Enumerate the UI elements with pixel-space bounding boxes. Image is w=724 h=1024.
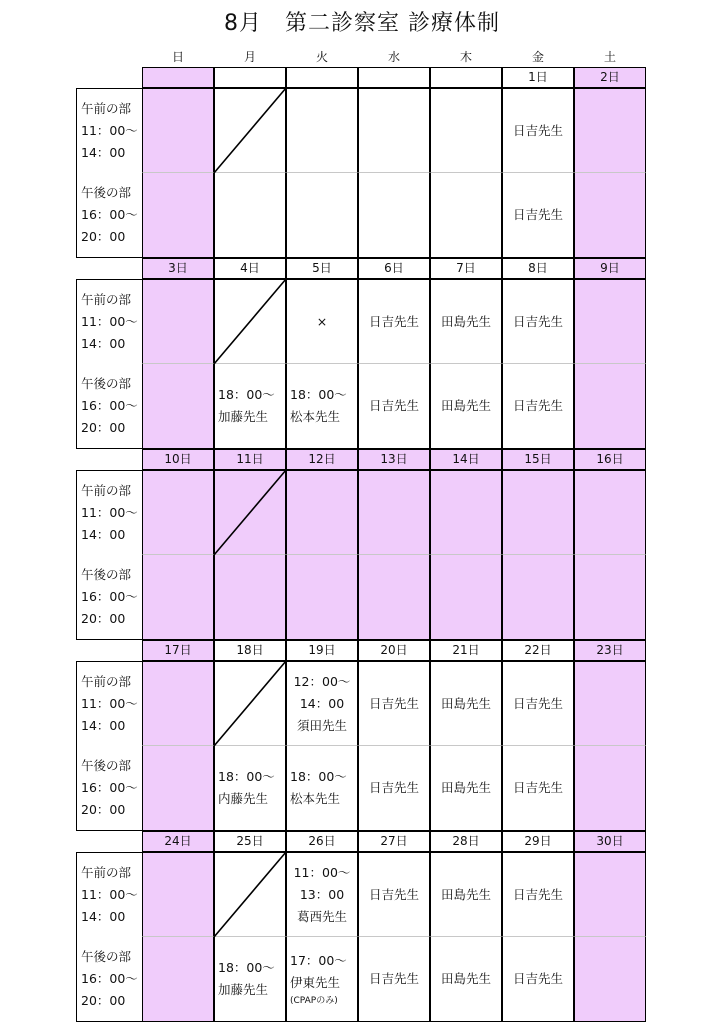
morning-slot [286,470,358,555]
weekday-3: 水 [387,50,400,64]
week-block [0,258,724,449]
session-label-line: 14：00 [81,718,126,733]
date-cell: 25日 [214,831,286,852]
morning-session-label [76,661,142,746]
slot-line: 葛西先生 [296,908,347,924]
morning-slot [502,852,574,937]
afternoon-slot [574,364,646,449]
slot-line: 加藤先生 [218,982,269,997]
morning-slot [502,661,574,746]
slot-line: 13：00 [299,886,345,902]
slot-line: 日吉先生 [368,971,419,986]
slot-line: 日吉先生 [368,313,419,329]
afternoon-slot [214,364,286,449]
slot-line: 田島先生 [440,398,491,413]
afternoon-slot [142,173,214,258]
weekday-5: 金 [531,50,544,64]
session-label-line: 午前の部 [81,292,132,307]
slot-line: 田島先生 [440,695,491,711]
afternoon-slot [502,364,574,449]
afternoon-session-label [76,364,142,449]
date-cell: 1日 [502,67,574,88]
date-cell: 18日 [214,640,286,661]
morning-slot [214,661,286,746]
morning-slot [142,661,214,746]
afternoon-slot [358,937,430,1022]
session-label-line: 14：00 [81,336,126,351]
afternoon-slot [502,937,574,1022]
afternoon-slot [358,173,430,258]
slot-line: 日吉先生 [512,886,563,902]
morning-slot [214,279,286,364]
date-cell: 7日 [430,258,502,279]
morning-slot [142,279,214,364]
afternoon-slot [286,173,358,258]
date-cell: 8日 [502,258,574,279]
afternoon-slot [142,746,214,831]
slot-line: 11：00～ [293,864,351,880]
afternoon-slot [430,173,502,258]
morning-slot [358,470,430,555]
morning-slot [574,852,646,937]
morning-slot [358,661,430,746]
afternoon-slot [214,173,286,258]
morning-slot [502,88,574,173]
afternoon-slot [574,173,646,258]
slot-line: 日吉先生 [368,886,419,902]
slot-line: 日吉先生 [512,122,563,138]
slot-line: 日吉先生 [512,695,563,711]
morning-slot [430,470,502,555]
session-label-line: 14：00 [81,527,126,542]
date-cell: 2日 [574,67,646,88]
morning-slot [358,88,430,173]
afternoon-slot [286,937,358,1022]
morning-slot [574,470,646,555]
date-cell: 16日 [574,449,646,470]
session-label-line: 16：00～ [81,780,138,795]
afternoon-slot [430,746,502,831]
session-label-line: 14：00 [81,909,126,924]
slot-line: 日吉先生 [512,313,563,329]
morning-slot [214,470,286,555]
session-label-line: 20：00 [81,993,126,1008]
afternoon-slot [286,364,358,449]
weekday-6: 土 [603,50,616,64]
slot-line: 伊東先生 [290,975,341,990]
date-cell: 6日 [358,258,430,279]
weekday-2: 火 [315,50,328,64]
slot-line: 須田先生 [296,717,347,733]
date-cell: 9日 [574,258,646,279]
slot-line: 17：00～ [290,953,347,968]
session-label-line: 16：00～ [81,971,138,986]
date-cell: 19日 [286,640,358,661]
morning-slot [286,852,358,937]
week-block [0,831,724,1022]
morning-slot [142,470,214,555]
date-cell: 26日 [286,831,358,852]
week-block [0,640,724,831]
slot-line: 18：00～ [290,387,347,402]
slot-line: 日吉先生 [368,398,419,413]
date-cell: 28日 [430,831,502,852]
morning-slot [430,661,502,746]
session-label-line: 11：00～ [81,696,138,711]
slot-line: 加藤先生 [218,409,269,424]
date-cell: 23日 [574,640,646,661]
date-cell: 4日 [214,258,286,279]
session-label-line: 11：00～ [81,314,138,329]
slot-note: (CPAPのみ) [290,996,338,1006]
afternoon-slot [358,364,430,449]
session-label-line: 午後の部 [81,567,132,582]
afternoon-session-label [76,937,142,1022]
session-label-line: 11：00～ [81,887,138,902]
session-label-line: 20：00 [81,420,126,435]
afternoon-slot [214,555,286,640]
date-cell [142,67,214,88]
morning-slot [574,279,646,364]
slot-line: 田島先生 [440,313,491,329]
morning-slot [286,88,358,173]
date-cell: 20日 [358,640,430,661]
morning-slot [142,852,214,937]
date-cell: 24日 [142,831,214,852]
slot-line: × [316,313,328,329]
session-label-line: 午後の部 [81,185,132,200]
session-label-line: 11：00～ [81,505,138,520]
date-cell: 14日 [430,449,502,470]
slot-line: 内藤先生 [218,791,269,806]
slot-line: 田島先生 [440,780,491,795]
morning-session-label [76,279,142,364]
slot-line: 18：00～ [218,769,275,784]
date-cell: 17日 [142,640,214,661]
date-cell: 29日 [502,831,574,852]
afternoon-session-label [76,173,142,258]
afternoon-slot [574,937,646,1022]
slot-line: 日吉先生 [368,780,419,795]
afternoon-session-label [76,555,142,640]
morning-session-label [76,88,142,173]
slot-line: 18：00～ [218,960,275,975]
slot-line: 日吉先生 [512,780,563,795]
date-cell [358,67,430,88]
morning-slot [502,279,574,364]
afternoon-slot [574,746,646,831]
week-block [0,67,724,258]
slot-line: 松本先生 [290,791,341,806]
date-cell: 5日 [286,258,358,279]
afternoon-slot [286,746,358,831]
session-label-line: 14：00 [81,145,126,160]
session-label-line: 16：00～ [81,207,138,222]
morning-slot [286,661,358,746]
afternoon-slot [430,555,502,640]
slot-line: 田島先生 [440,886,491,902]
morning-slot [430,852,502,937]
afternoon-slot [574,555,646,640]
morning-slot [430,279,502,364]
date-cell: 10日 [142,449,214,470]
morning-slot [142,88,214,173]
afternoon-slot [214,746,286,831]
date-cell [214,67,286,88]
morning-slot [214,88,286,173]
session-label-line: 午前の部 [81,101,132,116]
session-label-line: 11：00～ [81,123,138,138]
morning-slot [574,88,646,173]
page-title: 8月 第二診察室 診療体制 [224,11,500,36]
date-cell: 13日 [358,449,430,470]
slot-line: 12：00～ [293,673,351,689]
morning-slot [358,279,430,364]
morning-session-label [76,852,142,937]
morning-slot [502,470,574,555]
date-cell: 15日 [502,449,574,470]
morning-slot [574,661,646,746]
session-label-line: 午後の部 [81,758,132,773]
date-cell [430,67,502,88]
session-label-line: 午前の部 [81,865,132,880]
slot-line: 14：00 [299,695,345,711]
morning-slot [286,279,358,364]
afternoon-slot [142,364,214,449]
afternoon-slot [214,937,286,1022]
weekday-4: 木 [459,50,472,64]
slot-line: 日吉先生 [368,695,419,711]
afternoon-slot [286,555,358,640]
afternoon-slot [502,746,574,831]
date-cell: 3日 [142,258,214,279]
slot-line: 日吉先生 [512,398,563,413]
weekday-header-row [0,48,724,66]
slot-line: 日吉先生 [512,971,563,986]
morning-slot [358,852,430,937]
slot-line: 18：00～ [218,387,275,402]
session-label-line: 午前の部 [81,483,132,498]
afternoon-slot [430,937,502,1022]
session-label-line: 午後の部 [81,949,132,964]
session-label-line: 午後の部 [81,376,132,391]
slot-line: 松本先生 [290,409,341,424]
session-label-line: 20：00 [81,802,126,817]
session-label-line: 20：00 [81,229,126,244]
afternoon-slot [502,173,574,258]
slot-line: 日吉先生 [512,207,563,222]
slot-line: 田島先生 [440,971,491,986]
date-cell: 22日 [502,640,574,661]
afternoon-slot [358,555,430,640]
afternoon-slot [142,937,214,1022]
session-label-line: 16：00～ [81,589,138,604]
session-label-line: 16：00～ [81,398,138,413]
date-cell: 21日 [430,640,502,661]
slot-line: 18：00～ [290,769,347,784]
afternoon-slot [358,746,430,831]
afternoon-slot [430,364,502,449]
weekday-0: 日 [171,50,184,64]
date-cell [286,67,358,88]
date-cell: 12日 [286,449,358,470]
week-block [0,449,724,640]
date-cell: 27日 [358,831,430,852]
morning-slot [214,852,286,937]
date-cell: 30日 [574,831,646,852]
date-cell: 11日 [214,449,286,470]
session-label-line: 午前の部 [81,674,132,689]
session-label-line: 20：00 [81,611,126,626]
afternoon-slot [502,555,574,640]
morning-session-label [76,470,142,555]
morning-slot [430,88,502,173]
weekday-1: 月 [243,50,256,64]
afternoon-slot [142,555,214,640]
afternoon-session-label [76,746,142,831]
